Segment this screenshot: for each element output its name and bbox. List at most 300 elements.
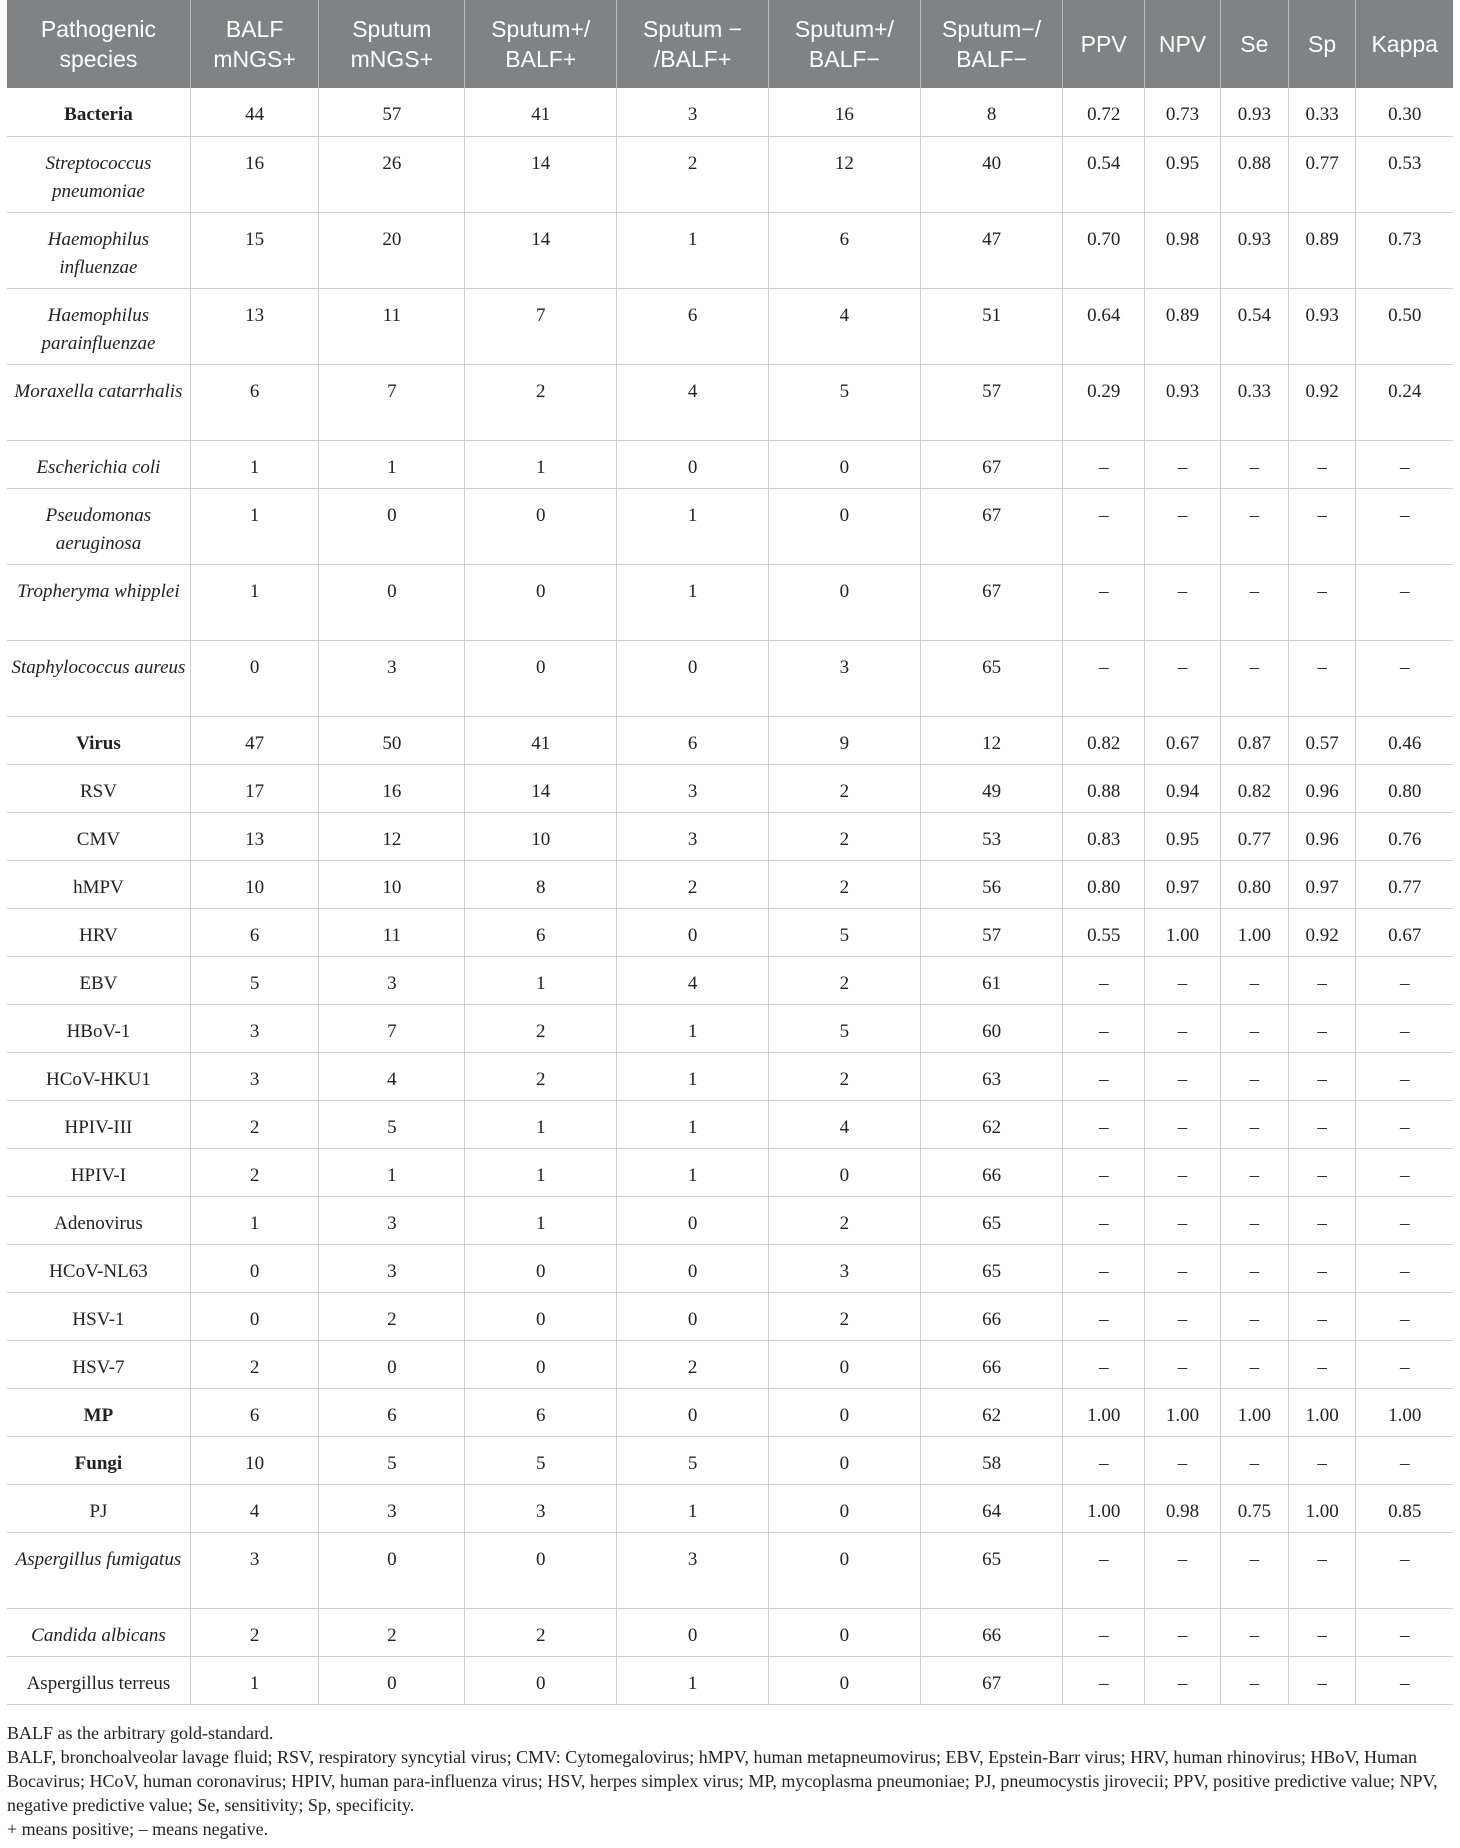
table-row <box>7 1196 1453 1244</box>
value-cell: 47 <box>190 716 318 764</box>
value-cell: 0.89 <box>1145 288 1221 364</box>
table-row <box>7 716 1453 764</box>
value-cell: – <box>1063 1340 1145 1388</box>
value-cell: – <box>1063 1608 1145 1656</box>
value-cell: 6 <box>190 908 318 956</box>
value-cell: – <box>1288 1004 1356 1052</box>
value-cell: 2 <box>465 1608 617 1656</box>
value-cell: 2 <box>617 136 769 212</box>
value-cell: 1 <box>465 440 617 488</box>
table-row <box>7 1340 1453 1388</box>
value-cell: 1 <box>190 1196 318 1244</box>
table-row <box>7 288 1453 364</box>
table-row <box>7 1004 1453 1052</box>
value-cell: 17 <box>190 764 318 812</box>
value-cell: – <box>1356 1436 1453 1484</box>
value-cell: 6 <box>465 1388 617 1436</box>
value-cell: 67 <box>920 488 1062 564</box>
species-cell: EBV <box>7 956 190 1004</box>
value-cell: 0.95 <box>1145 812 1221 860</box>
value-cell: 40 <box>920 136 1062 212</box>
value-cell: 0 <box>465 1340 617 1388</box>
value-cell: 0.89 <box>1288 212 1356 288</box>
value-cell: – <box>1288 1608 1356 1656</box>
value-cell: 65 <box>920 1532 1062 1608</box>
value-cell: – <box>1145 1196 1221 1244</box>
value-cell: – <box>1288 1292 1356 1340</box>
value-cell: 0.33 <box>1220 364 1288 440</box>
value-cell: 11 <box>319 908 465 956</box>
value-cell: – <box>1288 440 1356 488</box>
table-row <box>7 88 1453 136</box>
value-cell: 1.00 <box>1220 908 1288 956</box>
value-cell: 0.46 <box>1356 716 1453 764</box>
value-cell: – <box>1288 1340 1356 1388</box>
species-cell: Moraxella catarrhalis <box>7 364 190 440</box>
results-table <box>7 0 1453 1705</box>
value-cell: 0.73 <box>1145 88 1221 136</box>
column-header: Sputum+/ BALF− <box>769 0 921 88</box>
value-cell: 3 <box>190 1532 318 1608</box>
value-cell: – <box>1288 1100 1356 1148</box>
species-cell: Tropheryma whipplei <box>7 564 190 640</box>
value-cell: – <box>1063 564 1145 640</box>
value-cell: 0.67 <box>1356 908 1453 956</box>
column-header: Se <box>1220 0 1288 88</box>
value-cell: 2 <box>190 1340 318 1388</box>
value-cell: – <box>1288 1196 1356 1244</box>
value-cell: 0 <box>617 1608 769 1656</box>
value-cell: – <box>1220 1148 1288 1196</box>
value-cell: – <box>1356 1608 1453 1656</box>
value-cell: – <box>1145 1340 1221 1388</box>
value-cell: – <box>1220 1196 1288 1244</box>
species-cell: HCoV-HKU1 <box>7 1052 190 1100</box>
table-row <box>7 956 1453 1004</box>
value-cell: 11 <box>319 288 465 364</box>
value-cell: 0.96 <box>1288 764 1356 812</box>
value-cell: 0.80 <box>1356 764 1453 812</box>
value-cell: 5 <box>617 1436 769 1484</box>
species-cell: Staphylococcus aureus <box>7 640 190 716</box>
value-cell: 1.00 <box>1288 1388 1356 1436</box>
value-cell: 0 <box>769 1340 921 1388</box>
value-cell: 1 <box>617 1004 769 1052</box>
table-row <box>7 1656 1453 1704</box>
value-cell: 0 <box>769 488 921 564</box>
value-cell: – <box>1145 1292 1221 1340</box>
value-cell: 1.00 <box>1063 1484 1145 1532</box>
value-cell: – <box>1063 1148 1145 1196</box>
value-cell: 12 <box>319 812 465 860</box>
value-cell: 0.85 <box>1356 1484 1453 1532</box>
value-cell: 67 <box>920 440 1062 488</box>
value-cell: 14 <box>465 764 617 812</box>
value-cell: 0.93 <box>1220 212 1288 288</box>
column-header: Sputum − /BALF+ <box>617 0 769 88</box>
species-cell: MP <box>7 1388 190 1436</box>
value-cell: 0.77 <box>1356 860 1453 908</box>
value-cell: 3 <box>319 1484 465 1532</box>
value-cell: 0.76 <box>1356 812 1453 860</box>
value-cell: – <box>1288 1052 1356 1100</box>
species-cell: CMV <box>7 812 190 860</box>
species-cell: hMPV <box>7 860 190 908</box>
value-cell: – <box>1063 440 1145 488</box>
value-cell: 58 <box>920 1436 1062 1484</box>
value-cell: – <box>1220 1292 1288 1340</box>
value-cell: 0 <box>465 1532 617 1608</box>
value-cell: – <box>1145 1148 1221 1196</box>
value-cell: 0.98 <box>1145 1484 1221 1532</box>
species-cell: Aspergillus terreus <box>7 1656 190 1704</box>
value-cell: 9 <box>769 716 921 764</box>
value-cell: 0.77 <box>1288 136 1356 212</box>
value-cell: 66 <box>920 1292 1062 1340</box>
value-cell: – <box>1063 1656 1145 1704</box>
value-cell: 0.98 <box>1145 212 1221 288</box>
value-cell: 0.97 <box>1288 860 1356 908</box>
value-cell: – <box>1063 1196 1145 1244</box>
table-row <box>7 764 1453 812</box>
value-cell: 0 <box>319 564 465 640</box>
table-row <box>7 1052 1453 1100</box>
value-cell: – <box>1220 1244 1288 1292</box>
value-cell: 14 <box>465 212 617 288</box>
value-cell: – <box>1288 640 1356 716</box>
value-cell: 53 <box>920 812 1062 860</box>
table-row <box>7 564 1453 640</box>
value-cell: 64 <box>920 1484 1062 1532</box>
value-cell: – <box>1356 1340 1453 1388</box>
value-cell: 1 <box>319 1148 465 1196</box>
value-cell: 63 <box>920 1052 1062 1100</box>
value-cell: – <box>1288 1436 1356 1484</box>
value-cell: 12 <box>769 136 921 212</box>
value-cell: 1 <box>617 1484 769 1532</box>
value-cell: 5 <box>319 1100 465 1148</box>
value-cell: 0 <box>319 1340 465 1388</box>
value-cell: 3 <box>190 1004 318 1052</box>
value-cell: 0.73 <box>1356 212 1453 288</box>
value-cell: 1 <box>617 212 769 288</box>
value-cell: 0.53 <box>1356 136 1453 212</box>
value-cell: 0 <box>769 1388 921 1436</box>
value-cell: 1 <box>617 1100 769 1148</box>
value-cell: 2 <box>465 364 617 440</box>
value-cell: 10 <box>190 860 318 908</box>
value-cell: 0 <box>465 488 617 564</box>
value-cell: 0 <box>319 488 465 564</box>
value-cell: 66 <box>920 1608 1062 1656</box>
value-cell: – <box>1220 1340 1288 1388</box>
value-cell: 10 <box>465 812 617 860</box>
value-cell: 2 <box>769 812 921 860</box>
value-cell: 5 <box>769 1004 921 1052</box>
value-cell: – <box>1063 1004 1145 1052</box>
value-cell: – <box>1145 1436 1221 1484</box>
value-cell: 2 <box>769 1196 921 1244</box>
value-cell: 60 <box>920 1004 1062 1052</box>
value-cell: – <box>1356 640 1453 716</box>
value-cell: – <box>1063 956 1145 1004</box>
value-cell: 20 <box>319 212 465 288</box>
value-cell: 3 <box>319 956 465 1004</box>
value-cell: – <box>1220 1532 1288 1608</box>
value-cell: – <box>1356 956 1453 1004</box>
value-cell: 0 <box>769 1608 921 1656</box>
table-page <box>7 0 1453 1841</box>
value-cell: 2 <box>465 1052 617 1100</box>
table-row <box>7 488 1453 564</box>
value-cell: 3 <box>465 1484 617 1532</box>
table-row <box>7 212 1453 288</box>
value-cell: – <box>1356 1244 1453 1292</box>
value-cell: 0.88 <box>1063 764 1145 812</box>
value-cell: – <box>1145 640 1221 716</box>
value-cell: 0.93 <box>1288 288 1356 364</box>
value-cell: 16 <box>190 136 318 212</box>
value-cell: 4 <box>319 1052 465 1100</box>
value-cell: 1.00 <box>1220 1388 1288 1436</box>
value-cell: 0.57 <box>1288 716 1356 764</box>
value-cell: – <box>1220 1436 1288 1484</box>
value-cell: 0.82 <box>1220 764 1288 812</box>
value-cell: – <box>1145 1656 1221 1704</box>
value-cell: 0 <box>465 1244 617 1292</box>
value-cell: 47 <box>920 212 1062 288</box>
footnote: BALF as the arbitrary gold-standard. <box>7 1722 274 1743</box>
value-cell: – <box>1145 956 1221 1004</box>
value-cell: 0.54 <box>1220 288 1288 364</box>
value-cell: 1 <box>190 1656 318 1704</box>
value-cell: – <box>1220 440 1288 488</box>
value-cell: 6 <box>617 288 769 364</box>
value-cell: 65 <box>920 1196 1062 1244</box>
value-cell: 0.95 <box>1145 136 1221 212</box>
value-cell: – <box>1220 640 1288 716</box>
value-cell: 16 <box>769 88 921 136</box>
table-row <box>7 136 1453 212</box>
value-cell: – <box>1145 1608 1221 1656</box>
value-cell: – <box>1356 1052 1453 1100</box>
value-cell: 0 <box>617 1244 769 1292</box>
value-cell: – <box>1356 440 1453 488</box>
value-cell: 0.30 <box>1356 88 1453 136</box>
value-cell: 3 <box>617 1532 769 1608</box>
value-cell: 66 <box>920 1148 1062 1196</box>
footnote: BALF, bronchoalveolar lavage fluid; RSV, respiratory syncytial virus; CMV: Cytomegalovirus; hMPV, human metapneumovirus; EBV, Epstein-Barr virus; HRV, human rhinovirus; HBoV, Human Bocavirus; HCoV, human coronavirus; HPIV, human para-influenza virus; HSV, herpes simplex virus; MP, mycoplasma pneumoniae; PJ, pneumocystis jirovecii; PPV, positive predictive value; NPV, negative predictive value; Se, sensitivity; Sp, specificity. <box>7 1746 1438 1815</box>
value-cell: 1 <box>617 488 769 564</box>
value-cell: – <box>1145 1532 1221 1608</box>
value-cell: 1.00 <box>1063 1388 1145 1436</box>
value-cell: – <box>1288 488 1356 564</box>
table-row <box>7 1484 1453 1532</box>
value-cell: 0.64 <box>1063 288 1145 364</box>
table-body <box>7 88 1453 1704</box>
value-cell: – <box>1063 1244 1145 1292</box>
species-cell: Virus <box>7 716 190 764</box>
value-cell: 57 <box>920 364 1062 440</box>
value-cell: 57 <box>920 908 1062 956</box>
footnote: + means positive; – means negative. <box>7 1818 269 1839</box>
header-row <box>7 0 1453 88</box>
value-cell: 67 <box>920 564 1062 640</box>
value-cell: 0.94 <box>1145 764 1221 812</box>
table-row <box>7 1608 1453 1656</box>
value-cell: – <box>1288 564 1356 640</box>
value-cell: 8 <box>465 860 617 908</box>
value-cell: 49 <box>920 764 1062 812</box>
value-cell: 0.93 <box>1220 88 1288 136</box>
value-cell: 0.33 <box>1288 88 1356 136</box>
value-cell: 0 <box>465 564 617 640</box>
value-cell: – <box>1145 440 1221 488</box>
column-header: Pathogenic species <box>7 0 190 88</box>
value-cell: – <box>1356 1292 1453 1340</box>
value-cell: 65 <box>920 640 1062 716</box>
value-cell: 6 <box>617 716 769 764</box>
value-cell: 0.77 <box>1220 812 1288 860</box>
value-cell: 0.29 <box>1063 364 1145 440</box>
species-cell: Candida albicans <box>7 1608 190 1656</box>
value-cell: 0 <box>319 1532 465 1608</box>
value-cell: 0 <box>617 1196 769 1244</box>
value-cell: 0 <box>617 1292 769 1340</box>
value-cell: 0.54 <box>1063 136 1145 212</box>
value-cell: 0.70 <box>1063 212 1145 288</box>
value-cell: – <box>1288 1532 1356 1608</box>
column-header: Sputum+/ BALF+ <box>465 0 617 88</box>
value-cell: 5 <box>190 956 318 1004</box>
value-cell: 56 <box>920 860 1062 908</box>
value-cell: 6 <box>465 908 617 956</box>
value-cell: 1.00 <box>1356 1388 1453 1436</box>
species-cell: PJ <box>7 1484 190 1532</box>
value-cell: 2 <box>769 1052 921 1100</box>
value-cell: 1 <box>319 440 465 488</box>
value-cell: 0.80 <box>1220 860 1288 908</box>
value-cell: – <box>1220 488 1288 564</box>
species-cell: Bacteria <box>7 88 190 136</box>
value-cell: 2 <box>769 956 921 1004</box>
value-cell: 0 <box>769 1532 921 1608</box>
species-cell: Streptococcus pneumoniae <box>7 136 190 212</box>
value-cell: – <box>1356 1532 1453 1608</box>
value-cell: 0.50 <box>1356 288 1453 364</box>
species-cell: Pseudomonas aeruginosa <box>7 488 190 564</box>
value-cell: – <box>1220 1608 1288 1656</box>
value-cell: 2 <box>465 1004 617 1052</box>
value-cell: 12 <box>920 716 1062 764</box>
value-cell: 7 <box>319 1004 465 1052</box>
value-cell: 0 <box>465 1656 617 1704</box>
table-row <box>7 1436 1453 1484</box>
value-cell: – <box>1356 1004 1453 1052</box>
value-cell: – <box>1220 1052 1288 1100</box>
value-cell: 0 <box>465 1292 617 1340</box>
species-cell: HRV <box>7 908 190 956</box>
value-cell: 0 <box>769 1484 921 1532</box>
value-cell: 0.83 <box>1063 812 1145 860</box>
value-cell: 26 <box>319 136 465 212</box>
species-cell: Escherichia coli <box>7 440 190 488</box>
value-cell: 0.87 <box>1220 716 1288 764</box>
value-cell: 2 <box>190 1608 318 1656</box>
value-cell: – <box>1220 1004 1288 1052</box>
column-header: NPV <box>1145 0 1221 88</box>
value-cell: 0.82 <box>1063 716 1145 764</box>
value-cell: 1.00 <box>1145 908 1221 956</box>
table-row <box>7 1532 1453 1608</box>
species-cell: Fungi <box>7 1436 190 1484</box>
value-cell: 0.93 <box>1145 364 1221 440</box>
species-cell: HSV-7 <box>7 1340 190 1388</box>
column-header: Sputum−/ BALF− <box>920 0 1062 88</box>
species-cell: HCoV-NL63 <box>7 1244 190 1292</box>
value-cell: – <box>1220 1656 1288 1704</box>
value-cell: 1 <box>190 488 318 564</box>
value-cell: 0.72 <box>1063 88 1145 136</box>
value-cell: 3 <box>617 88 769 136</box>
value-cell: 0.88 <box>1220 136 1288 212</box>
value-cell: – <box>1063 640 1145 716</box>
value-cell: 4 <box>769 1100 921 1148</box>
species-cell: Adenovirus <box>7 1196 190 1244</box>
species-cell: Aspergillus fumigatus <box>7 1532 190 1608</box>
value-cell: 1.00 <box>1288 1484 1356 1532</box>
value-cell: – <box>1145 1052 1221 1100</box>
column-header: Kappa <box>1356 0 1453 88</box>
value-cell: – <box>1145 488 1221 564</box>
value-cell: 0 <box>617 908 769 956</box>
value-cell: 0 <box>769 1436 921 1484</box>
value-cell: 1 <box>465 956 617 1004</box>
value-cell: 10 <box>190 1436 318 1484</box>
table-row <box>7 908 1453 956</box>
value-cell: 0 <box>769 1148 921 1196</box>
species-cell: HPIV-I <box>7 1148 190 1196</box>
value-cell: 5 <box>465 1436 617 1484</box>
table-row <box>7 364 1453 440</box>
value-cell: 13 <box>190 288 318 364</box>
value-cell: – <box>1063 1292 1145 1340</box>
value-cell: 0.75 <box>1220 1484 1288 1532</box>
value-cell: 7 <box>319 364 465 440</box>
value-cell: – <box>1145 1100 1221 1148</box>
value-cell: 1 <box>617 1148 769 1196</box>
value-cell: – <box>1220 956 1288 1004</box>
value-cell: 0.80 <box>1063 860 1145 908</box>
value-cell: 3 <box>190 1052 318 1100</box>
value-cell: 0.67 <box>1145 716 1221 764</box>
value-cell: 6 <box>769 212 921 288</box>
value-cell: – <box>1220 564 1288 640</box>
value-cell: 6 <box>190 364 318 440</box>
value-cell: 0.55 <box>1063 908 1145 956</box>
species-cell: RSV <box>7 764 190 812</box>
value-cell: 41 <box>465 716 617 764</box>
value-cell: 10 <box>319 860 465 908</box>
value-cell: 3 <box>769 640 921 716</box>
value-cell: 2 <box>319 1292 465 1340</box>
table-footnotes <box>7 1721 1453 1841</box>
column-header: BALF mNGS+ <box>190 0 318 88</box>
value-cell: 3 <box>319 1244 465 1292</box>
table-row <box>7 640 1453 716</box>
value-cell: 4 <box>617 956 769 1004</box>
value-cell: 0 <box>190 640 318 716</box>
